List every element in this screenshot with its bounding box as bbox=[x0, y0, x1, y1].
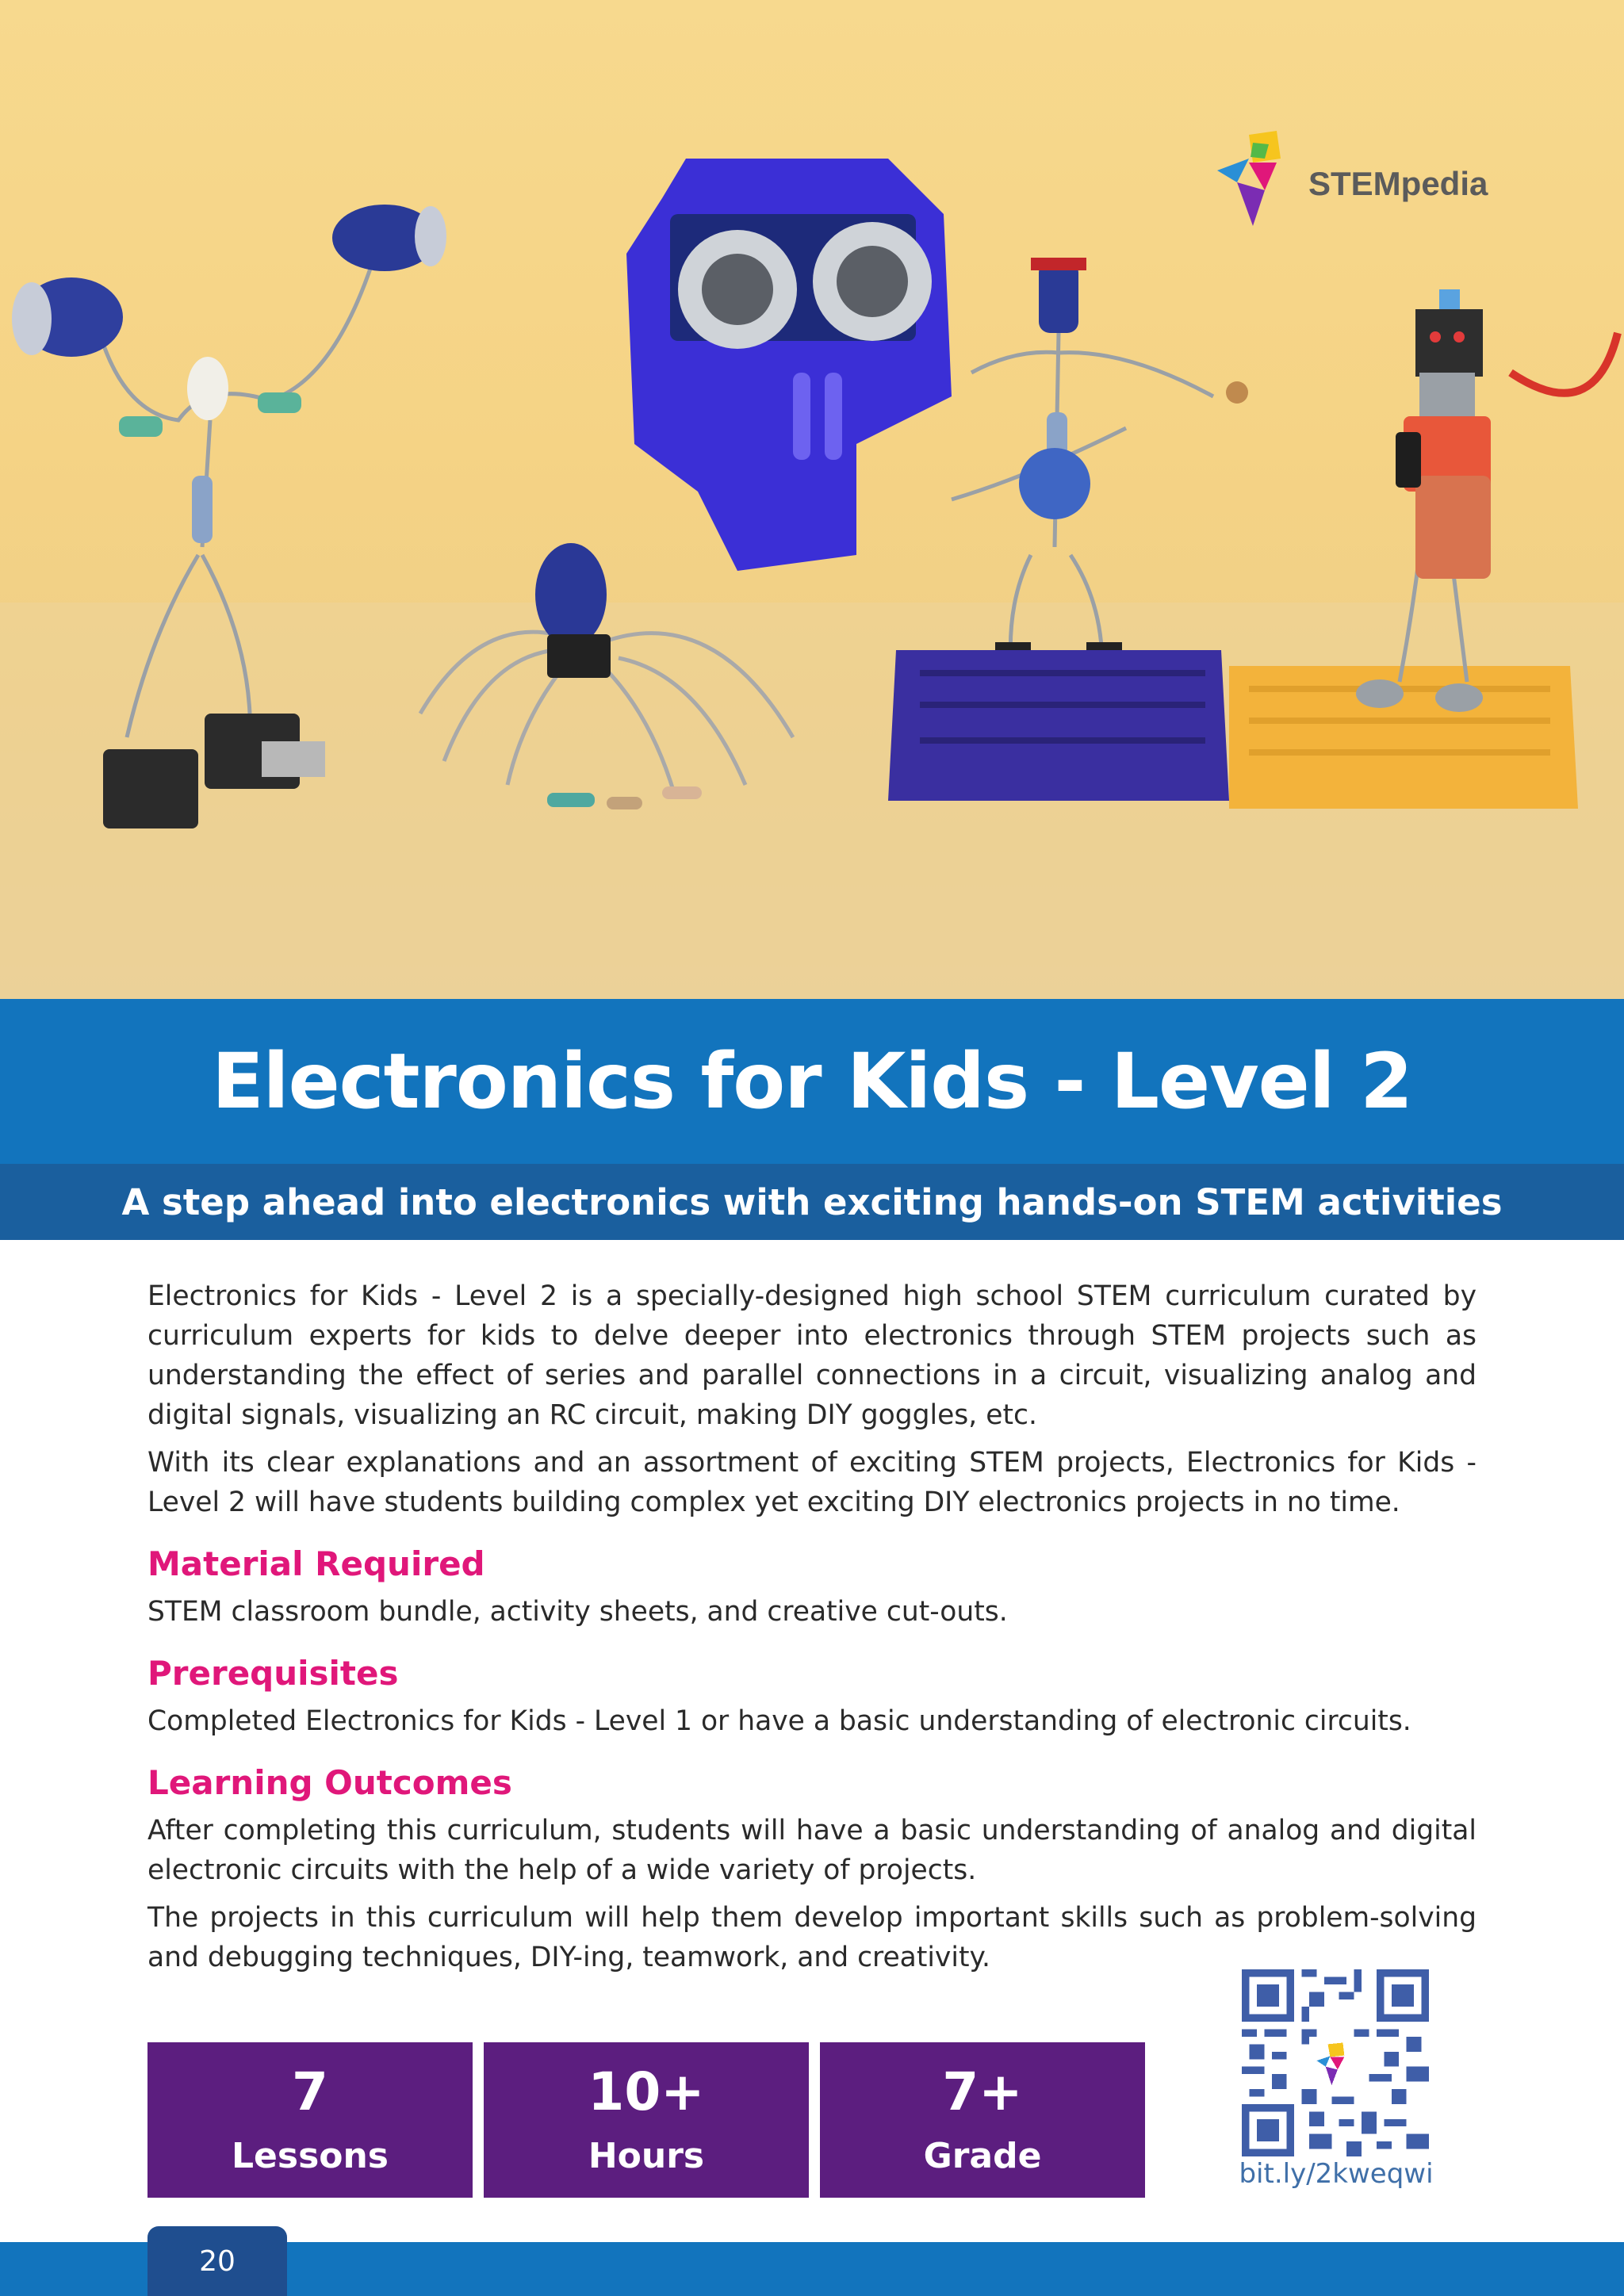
hero-photo bbox=[0, 0, 1624, 999]
page-number: 20 bbox=[147, 2226, 287, 2296]
stat-hours bbox=[484, 2042, 809, 2198]
stat-label: Hours bbox=[588, 2136, 705, 2176]
prerequisites-heading: Prerequisites bbox=[147, 1654, 399, 1693]
regulator-left bbox=[103, 749, 198, 828]
robot-head bbox=[1415, 309, 1483, 377]
stat-label: Grade bbox=[923, 2136, 1042, 2176]
main-content bbox=[147, 1276, 1477, 1985]
subtitle-band bbox=[0, 1164, 1624, 1240]
led-head bbox=[187, 357, 228, 420]
outcomes-paragraph-2: The projects in this curriculum will help them develop important skills such as problem-solving and debugging techniques, DIY-ing, teamwork, and creativity. bbox=[147, 1902, 1477, 1973]
stat-label: Lessons bbox=[232, 2136, 389, 2176]
qr-code[interactable] bbox=[1242, 1969, 1429, 2156]
stempedia-logo-text: STEMpedia bbox=[1308, 165, 1488, 202]
stat-grade bbox=[820, 2042, 1145, 2198]
material-heading: Material Required bbox=[147, 1544, 485, 1583]
qr-short-link[interactable]: bit.ly/2kweqwi bbox=[1239, 2158, 1434, 2190]
title-band bbox=[0, 999, 1624, 1164]
prerequisites-text: Completed Electronics for Kids - Level 1 or have a basic understanding of electronic circuits. bbox=[147, 1705, 1411, 1737]
stempedia-logo bbox=[1201, 119, 1503, 230]
material-text: STEM classroom bundle, activity sheets, and creative cut-outs. bbox=[147, 1596, 1008, 1628]
page-subtitle: A step ahead into electronics with exciting hands-on STEM activities bbox=[121, 1181, 1503, 1223]
spider-body-capacitor bbox=[535, 543, 607, 646]
stat-value: 10+ bbox=[588, 2061, 705, 2122]
intro-paragraph-2: With its clear explanations and an assortment of exciting STEM projects, Electronics for Kids - Level 2 will have students building complex yet exciting DIY electronics projects in no time. bbox=[147, 1447, 1477, 1518]
qr-code-icon bbox=[1242, 1969, 1429, 2156]
outcomes-heading: Learning Outcomes bbox=[147, 1763, 512, 1802]
guitar-figure-head bbox=[1039, 262, 1078, 333]
stat-value: 7 bbox=[292, 2061, 328, 2122]
intro-paragraph-1: Electronics for Kids - Level 2 is a specially-designed high school STEM curriculum curated by curriculum experts for kids to delve deeper into electronics through STEM projects such as understanding the effect of series and parallel connections in a circuit, visualizing analog and digital signals, visualizing an RC circuit, making DIY goggles, etc. bbox=[147, 1280, 1477, 1431]
page-title: Electronics for Kids - Level 2 bbox=[212, 1037, 1412, 1126]
stats-row bbox=[147, 2042, 1145, 2198]
outcomes-paragraph-1: After completing this curriculum, students will have a basic understanding of analog and digital electronic circuits with the help of a wide variety of projects. bbox=[147, 1815, 1477, 1886]
stempedia-logo-icon bbox=[1201, 119, 1304, 230]
stat-lessons bbox=[147, 2042, 473, 2198]
stat-value: 7+ bbox=[942, 2061, 1023, 2122]
